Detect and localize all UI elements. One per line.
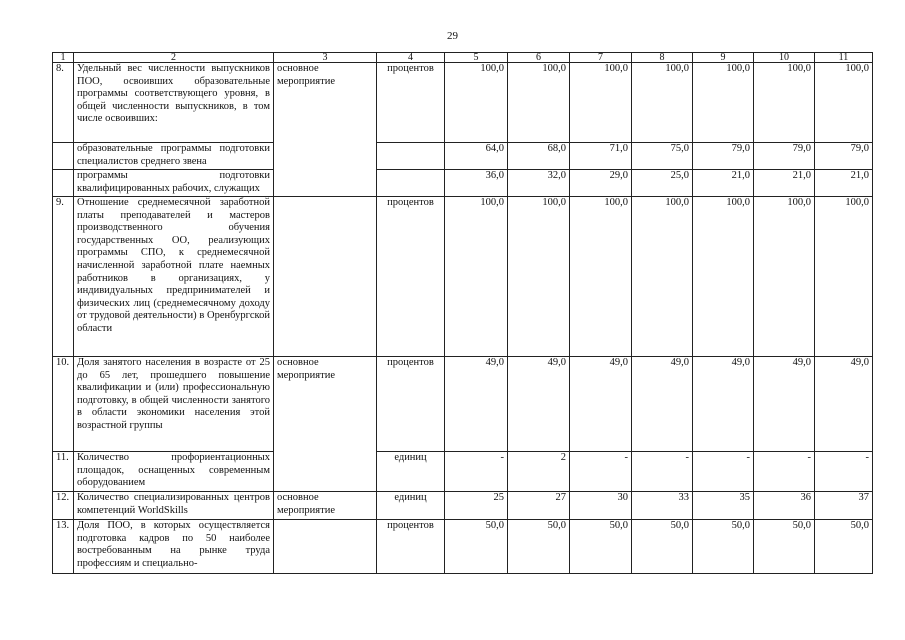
value-cell: 33: [632, 492, 693, 520]
value-cell: 100,0: [754, 63, 815, 143]
value-cell: 49,0: [693, 357, 754, 452]
value-cell: -: [693, 452, 754, 492]
value-cell: 35: [693, 492, 754, 520]
table-row-10: [53, 357, 873, 452]
value-cell: 49,0: [445, 357, 508, 452]
col-header-11: 11: [815, 53, 873, 63]
value-cell: 27: [508, 492, 570, 520]
table-row-12: [53, 492, 873, 520]
row-number: 10.: [53, 357, 74, 452]
value-cell: 100,0: [632, 63, 693, 143]
table-row-8: [53, 63, 873, 143]
indicator-name: образовательные программы подготовки специалистов среднего звена: [74, 143, 274, 170]
value-cell: -: [632, 452, 693, 492]
indicator-name: Количество профориентационных площадок, оснащенных современным оборудованием: [74, 452, 274, 492]
value-cell: 25,0: [632, 170, 693, 197]
col-header-5: 5: [445, 53, 508, 63]
value-cell: 32,0: [508, 170, 570, 197]
value-cell: 100,0: [570, 63, 632, 143]
value-cell: 2: [508, 452, 570, 492]
col-header-6: 6: [508, 53, 570, 63]
value-cell: 79,0: [693, 143, 754, 170]
row-number: 12.: [53, 492, 74, 520]
indicator-name: Доля ПОО, в которых осуществляется подготовка кадров по 50 наиболее востребованным на рынке труда профессиям и специально-: [74, 520, 274, 574]
value-cell: 49,0: [815, 357, 873, 452]
value-cell: 50,0: [693, 520, 754, 574]
value-cell: 75,0: [632, 143, 693, 170]
col-header-2: 2: [74, 53, 274, 63]
col-header-9: 9: [693, 53, 754, 63]
value-cell: 36: [754, 492, 815, 520]
value-cell: 25: [445, 492, 508, 520]
value-cell: 100,0: [445, 63, 508, 143]
indicator-name: Удельный вес численности выпускников ПОО, освоивших образовательные программы соответствующего уровня, в общей численности выпускников, в том числе освоивших:: [74, 63, 274, 143]
value-cell: 100,0: [693, 63, 754, 143]
value-cell: 100,0: [508, 63, 570, 143]
col-header-3: 3: [274, 53, 377, 63]
value-cell: 100,0: [508, 197, 570, 357]
table-row-11: [53, 452, 873, 492]
measure-type: [274, 197, 377, 357]
table-row-13: [53, 520, 873, 574]
value-cell: 100,0: [693, 197, 754, 357]
value-cell: 100,0: [445, 197, 508, 357]
unit: единиц: [377, 492, 445, 520]
measure-type: основное мероприятие: [274, 492, 377, 520]
value-cell: 50,0: [508, 520, 570, 574]
value-cell: 71,0: [570, 143, 632, 170]
indicator-name: Доля занятого населения в возрасте от 25 до 65 лет, прошедшего повышение квалификации и (или) профессиональную подготовку, в общей численности занятого в области экономики населения этой возрастной группы: [74, 357, 274, 452]
unit: процентов: [377, 63, 445, 143]
value-cell: -: [570, 452, 632, 492]
unit: единиц: [377, 452, 445, 492]
value-cell: 50,0: [632, 520, 693, 574]
unit: процентов: [377, 197, 445, 357]
value-cell: 50,0: [570, 520, 632, 574]
col-header-4: 4: [377, 53, 445, 63]
row-number: 8.: [53, 63, 74, 143]
value-cell: 49,0: [632, 357, 693, 452]
row-number-empty: [53, 143, 74, 170]
indicator-name: Отношение среднемесячной заработной платы преподавателей и мастеров производственного обучения государственных ОО, реализующих программы СПО, к среднемесячной начисленной заработной плате наемных работников в организациях, у индивидуальных предпринимателей и физических лиц (среднемесячному доходу от трудовой деятельности) в Оренбургской области: [74, 197, 274, 357]
value-cell: 64,0: [445, 143, 508, 170]
table-row-9: [53, 197, 873, 357]
value-cell: 100,0: [570, 197, 632, 357]
table-row-8b: [53, 170, 873, 197]
measure-type: основное мероприятие: [274, 63, 377, 197]
indicator-name: Количество специализированных центров компетенций WorldSkills: [74, 492, 274, 520]
value-cell: 49,0: [508, 357, 570, 452]
table-row-8a: [53, 143, 873, 170]
value-cell: 100,0: [632, 197, 693, 357]
value-cell: 29,0: [570, 170, 632, 197]
value-cell: 68,0: [508, 143, 570, 170]
row-number: 13.: [53, 520, 74, 574]
value-cell: 79,0: [754, 143, 815, 170]
value-cell: 49,0: [754, 357, 815, 452]
unit: процентов: [377, 357, 445, 452]
page-number: 29: [447, 30, 458, 42]
indicator-name: программы подготовки квалифицированных рабочих, служащих: [74, 170, 274, 197]
unit: процентов: [377, 520, 445, 574]
col-header-7: 7: [570, 53, 632, 63]
value-cell: 79,0: [815, 143, 873, 170]
value-cell: -: [754, 452, 815, 492]
unit-empty: [377, 170, 445, 197]
value-cell: -: [445, 452, 508, 492]
value-cell: 100,0: [815, 197, 873, 357]
row-number-empty: [53, 170, 74, 197]
value-cell: 50,0: [754, 520, 815, 574]
row-number: 9.: [53, 197, 74, 357]
value-cell: 21,0: [693, 170, 754, 197]
col-header-8: 8: [632, 53, 693, 63]
measure-type: [274, 520, 377, 574]
value-cell: 21,0: [754, 170, 815, 197]
col-header-10: 10: [754, 53, 815, 63]
value-cell: 21,0: [815, 170, 873, 197]
value-cell: 100,0: [754, 197, 815, 357]
col-header-1: 1: [53, 53, 74, 63]
value-cell: 30: [570, 492, 632, 520]
indicators-table: [52, 52, 873, 574]
value-cell: 50,0: [815, 520, 873, 574]
value-cell: 100,0: [815, 63, 873, 143]
value-cell: 50,0: [445, 520, 508, 574]
row-number: 11.: [53, 452, 74, 492]
value-cell: 49,0: [570, 357, 632, 452]
unit-empty: [377, 143, 445, 170]
value-cell: 36,0: [445, 170, 508, 197]
value-cell: 37: [815, 492, 873, 520]
measure-type: основное мероприятие: [274, 357, 377, 492]
value-cell: -: [815, 452, 873, 492]
header-row: [53, 53, 873, 63]
